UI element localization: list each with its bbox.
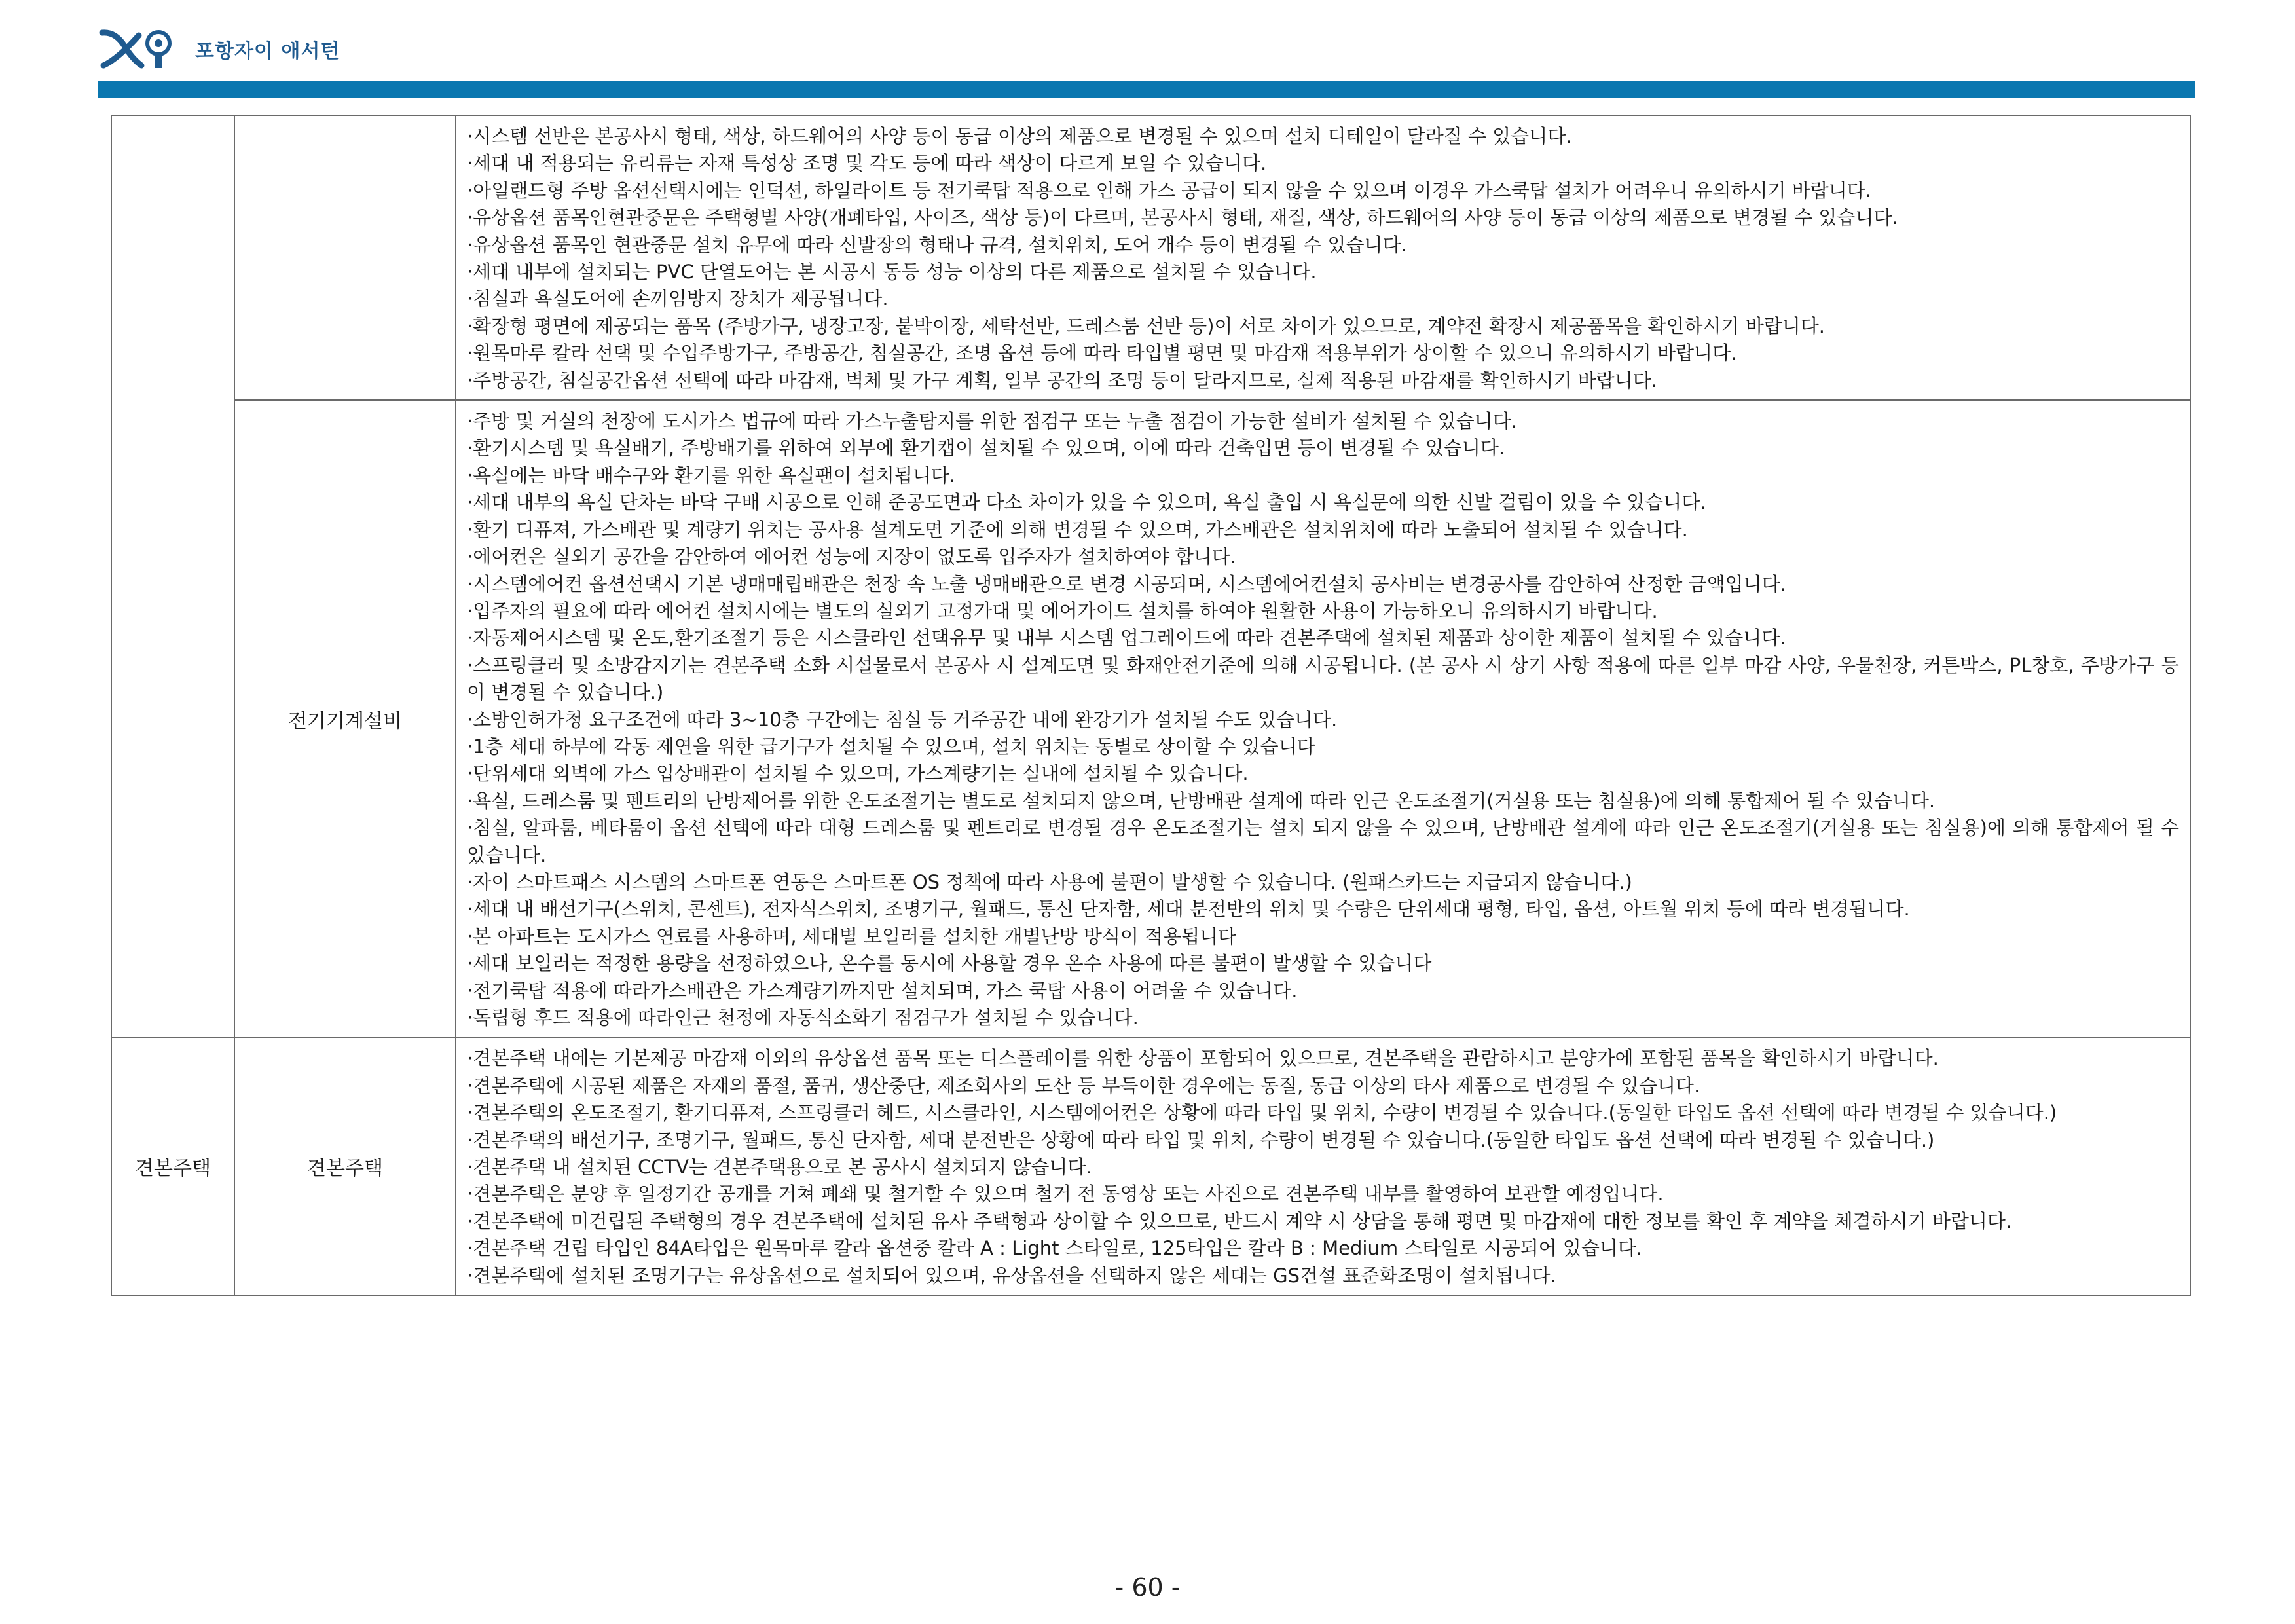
page-header	[98, 26, 340, 72]
item-cell	[234, 115, 456, 400]
note-line: ·1층 세대 하부에 각동 제연을 위한 급기구가 설치될 수 있으며, 설치 위치는 동별로 상이할 수 있습니다	[467, 735, 1315, 758]
note-line: ·견본주택 내 설치된 CCTV는 견본주택용으로 본 공사시 설치되지 않습니다.	[467, 1156, 1092, 1179]
note-line: ·욕실, 드레스룸 및 펜트리의 난방제어를 위한 온도조절기는 별도로 설치되지 않으며, 난방배관 설계에 따라 인근 온도조절기(거실용 또는 침실용)에 의해 통합제어 될 수 있습니다.	[467, 789, 1936, 812]
table-row	[111, 400, 2190, 1037]
header-band	[98, 81, 2195, 98]
note-line: ·견본주택 건립 타입인 84A타입은 원목마루 칼라 옵션중 칼라 A : Light 스타일로, 125타입은 칼라 B : Medium 스타일로 시공되어 있습니다.	[467, 1237, 1643, 1260]
note-line: ·소방인허가청 요구조건에 따라 3~10층 구간에는 침실 등 거주공간 내에 완강기가 설치될 수도 있습니다.	[467, 708, 1338, 731]
notes-cell	[456, 115, 2190, 400]
note-line: ·주방공간, 침실공간옵션 선택에 따라 마감재, 벽체 및 가구 계획, 일부 공간의 조명 등이 달라지므로, 실제 적용된 마감재를 확인하시기 바랍니다.	[467, 369, 1658, 392]
note-line: ·환기시스템 및 욕실배기, 주방배기를 위하여 외부에 환기캡이 설치될 수 있으며, 이에 따라 건축입면 등이 변경될 수 있습니다.	[467, 437, 1505, 460]
note-line: ·세대 내부의 욕실 단차는 바닥 구배 시공으로 인해 준공도면과 다소 차이가 있을 수 있으며, 욕실 출입 시 욕실문에 의한 신발 걸림이 있을 수 있습니다.	[467, 491, 1706, 514]
note-line: ·환기 디퓨져, 가스배관 및 계량기 위치는 공사용 설계도면 기준에 의해 변경될 수 있으며, 가스배관은 설치위치에 따라 노출되어 설치될 수 있습니다.	[467, 518, 1688, 541]
table-row	[111, 115, 2190, 400]
note-line: ·에어컨은 실외기 공간을 감안하여 에어컨 성능에 지장이 없도록 입주자가 설치하여야 합니다.	[467, 545, 1237, 568]
note-line: ·견본주택은 분양 후 일정기간 공개를 거쳐 폐쇄 및 철거할 수 있으며 철거 전 동영상 또는 사진으로 견본주택 내부를 촬영하여 보관할 예정입니다.	[467, 1183, 1664, 1206]
category-cell: 견본주택	[111, 1037, 234, 1295]
note-line: ·침실, 알파룸, 베타룸이 옵션 선택에 따라 대형 드레스룸 및 펜트리로 변경될 경우 온도조절기는 설치 되지 않을 수 있으며, 난방배관 설계에 따라 인근 온도조절기(거실용 또는 침실용)에 의해 통합제어 될 수 있습니다.	[467, 817, 2179, 866]
brand-name: 포항자이 애서턴	[195, 40, 340, 63]
note-line: ·견본주택의 배선기구, 조명기구, 월패드, 통신 단자함, 세대 분전반은 상황에 따라 타입 및 위치, 수량이 변경될 수 있습니다.(동일한 타입도 옵션 선택에 따라 변경될 수 있습니다.)	[467, 1128, 1935, 1151]
note-line: ·견본주택에 설치된 조명기구는 유상옵션으로 설치되어 있으며, 유상옵션을 선택하지 않은 세대는 GS건설 표준화조명이 설치됩니다.	[467, 1264, 1556, 1287]
note-line: ·유상옵션 품목인현관중문은 주택형별 사양(개폐타입, 사이즈, 색상 등)이 다르며, 본공사시 형태, 재질, 색상, 하드웨어의 사양 등이 동급 이상의 제품으로 변경될 수 있습니다.	[467, 206, 1898, 229]
note-line: ·확장형 평면에 제공되는 품목 (주방가구, 냉장고장, 붙박이장, 세탁선반, 드레스룸 선반 등)이 서로 차이가 있으므로, 계약전 확장시 제공품목을 확인하시기 바랍니다.	[467, 314, 1825, 337]
note-line: ·견본주택에 시공된 제품은 자재의 품절, 품귀, 생산중단, 제조회사의 도산 등 부득이한 경우에는 동질, 동급 이상의 타사 제품으로 변경될 수 있습니다.	[467, 1074, 1700, 1097]
note-line: ·시스템에어컨 옵션선택시 기본 냉매매립배관은 천장 속 노출 냉매배관으로 변경 시공되며, 시스템에어컨설치 공사비는 변경공사를 감안하여 산정한 금액입니다.	[467, 572, 1786, 595]
note-line: ·아일랜드형 주방 옵션선택시에는 인덕션, 하일라이트 등 전기쿡탑 적용으로 인해 가스 공급이 되지 않을 수 있으며 이경우 가스쿡탑 설치가 어려우니 유의하시기 바랍니다.	[467, 179, 1871, 202]
note-line: ·욕실에는 바닥 배수구와 환기를 위한 욕실팬이 설치됩니다.	[467, 464, 956, 487]
category-cell	[111, 115, 234, 1037]
note-line: ·견본주택의 온도조절기, 환기디퓨져, 스프링클러 헤드, 시스클라인, 시스템에어컨은 상황에 따라 타입 및 위치, 수량이 변경될 수 있습니다.(동일한 타입도 옵션 선택에 따라 변경될 수 있습니다.)	[467, 1101, 2057, 1124]
table-row	[111, 1037, 2190, 1295]
item-cell: 견본주택	[234, 1037, 456, 1295]
notes-table	[111, 115, 2191, 1296]
note-line: ·자이 스마트패스 시스템의 스마트폰 연동은 스마트폰 OS 정책에 따라 사용에 불편이 발생할 수 있습니다. (원패스카드는 지급되지 않습니다.)	[467, 870, 1632, 893]
note-line: ·유상옵션 품목인 현관중문 설치 유무에 따라 신발장의 형태나 규격, 설치위치, 도어 개수 등이 변경될 수 있습니다.	[467, 233, 1407, 256]
note-line: ·전기쿡탑 적용에 따라가스배관은 가스계량기까지만 설치되며, 가스 쿡탑 사용이 어려울 수 있습니다.	[467, 979, 1298, 1002]
note-line: ·견본주택 내에는 기본제공 마감재 이외의 유상옵션 품목 또는 디스플레이를 위한 상품이 포함되어 있으므로, 견본주택을 관람하시고 분양가에 포함된 품목을 확인하시기 바랍니다.	[467, 1047, 1939, 1070]
note-line: ·입주자의 필요에 따라 에어컨 설치시에는 별도의 실외기 고정가대 및 에어가이드 설치를 하여야 원활한 사용이 가능하오니 유의하시기 바랍니다.	[467, 599, 1658, 622]
note-line: ·단위세대 외벽에 가스 입상배관이 설치될 수 있으며, 가스계량기는 실내에 설치될 수 있습니다.	[467, 762, 1249, 785]
note-line: ·침실과 욕실도어에 손끼임방지 장치가 제공됩니다.	[467, 287, 889, 310]
note-line: ·세대 보일러는 적정한 용량을 선정하였으나, 온수를 동시에 사용할 경우 온수 사용에 따른 불편이 발생할 수 있습니다	[467, 952, 1432, 975]
note-line: ·견본주택에 미건립된 주택형의 경우 견본주택에 설치된 유사 주택형과 상이할 수 있으므로, 반드시 계약 시 상담을 통해 평면 및 마감재에 대한 정보를 확인 후 계약을 체결하시기 바랍니다.	[467, 1209, 2012, 1232]
item-cell: 전기기계설비	[234, 400, 456, 1037]
notes-cell	[456, 400, 2190, 1037]
note-line: ·스프링클러 및 소방감지기는 견본주택 소화 시설물로서 본공사 시 설계도면 및 화재안전기준에 의해 시공됩니다. (본 공사 시 상기 사항 적용에 따른 일부 마감 사양, 우물천장, 커튼박스, PL창호, 주방가구 등이 변경될 수 있습니다.)	[467, 654, 2179, 704]
note-line: ·독립형 후드 적용에 따라인근 천정에 자동식소화기 점검구가 설치될 수 있습니다.	[467, 1006, 1139, 1029]
note-line: ·시스템 선반은 본공사시 형태, 색상, 하드웨어의 사양 등이 동급 이상의 제품으로 변경될 수 있으며 설치 디테일이 달라질 수 있습니다.	[467, 125, 1572, 147]
note-line: ·주방 및 거실의 천장에 도시가스 법규에 따라 가스누출탐지를 위한 점검구 또는 누출 점검이 가능한 설비가 설치될 수 있습니다.	[467, 410, 1517, 433]
note-line: ·원목마루 칼라 선택 및 수입주방가구, 주방공간, 침실공간, 조명 옵션 등에 따라 타입별 평면 및 마감재 적용부위가 상이할 수 있으니 유의하시기 바랍니다.	[467, 342, 1737, 365]
note-line: ·세대 내부에 설치되는 PVC 단열도어는 본 시공시 동등 성능 이상의 다른 제품으로 설치될 수 있습니다.	[467, 261, 1317, 284]
note-line: ·자동제어시스템 및 온도,환기조절기 등은 시스클라인 선택유무 및 내부 시스템 업그레이드에 따라 견본주택에 설치된 제품과 상이한 제품이 설치될 수 있습니다.	[467, 627, 1786, 650]
note-line: ·본 아파트는 도시가스 연료를 사용하며, 세대별 보일러를 설치한 개별난방 방식이 적용됩니다	[467, 925, 1237, 948]
note-line: ·세대 내 적용되는 유리류는 자재 특성상 조명 및 각도 등에 따라 색상이 다르게 보일 수 있습니다.	[467, 152, 1267, 175]
notes-cell	[456, 1037, 2190, 1295]
note-line: ·세대 내 배선기구(스위치, 콘센트), 전자식스위치, 조명기구, 월패드, 통신 단자함, 세대 분전반의 위치 및 수량은 단위세대 평형, 타입, 옵션, 아트월 위치 등에 따라 변경됩니다.	[467, 898, 1910, 921]
page-number: - 60 -	[1114, 1573, 1181, 1602]
xi-logo-icon	[98, 26, 183, 72]
